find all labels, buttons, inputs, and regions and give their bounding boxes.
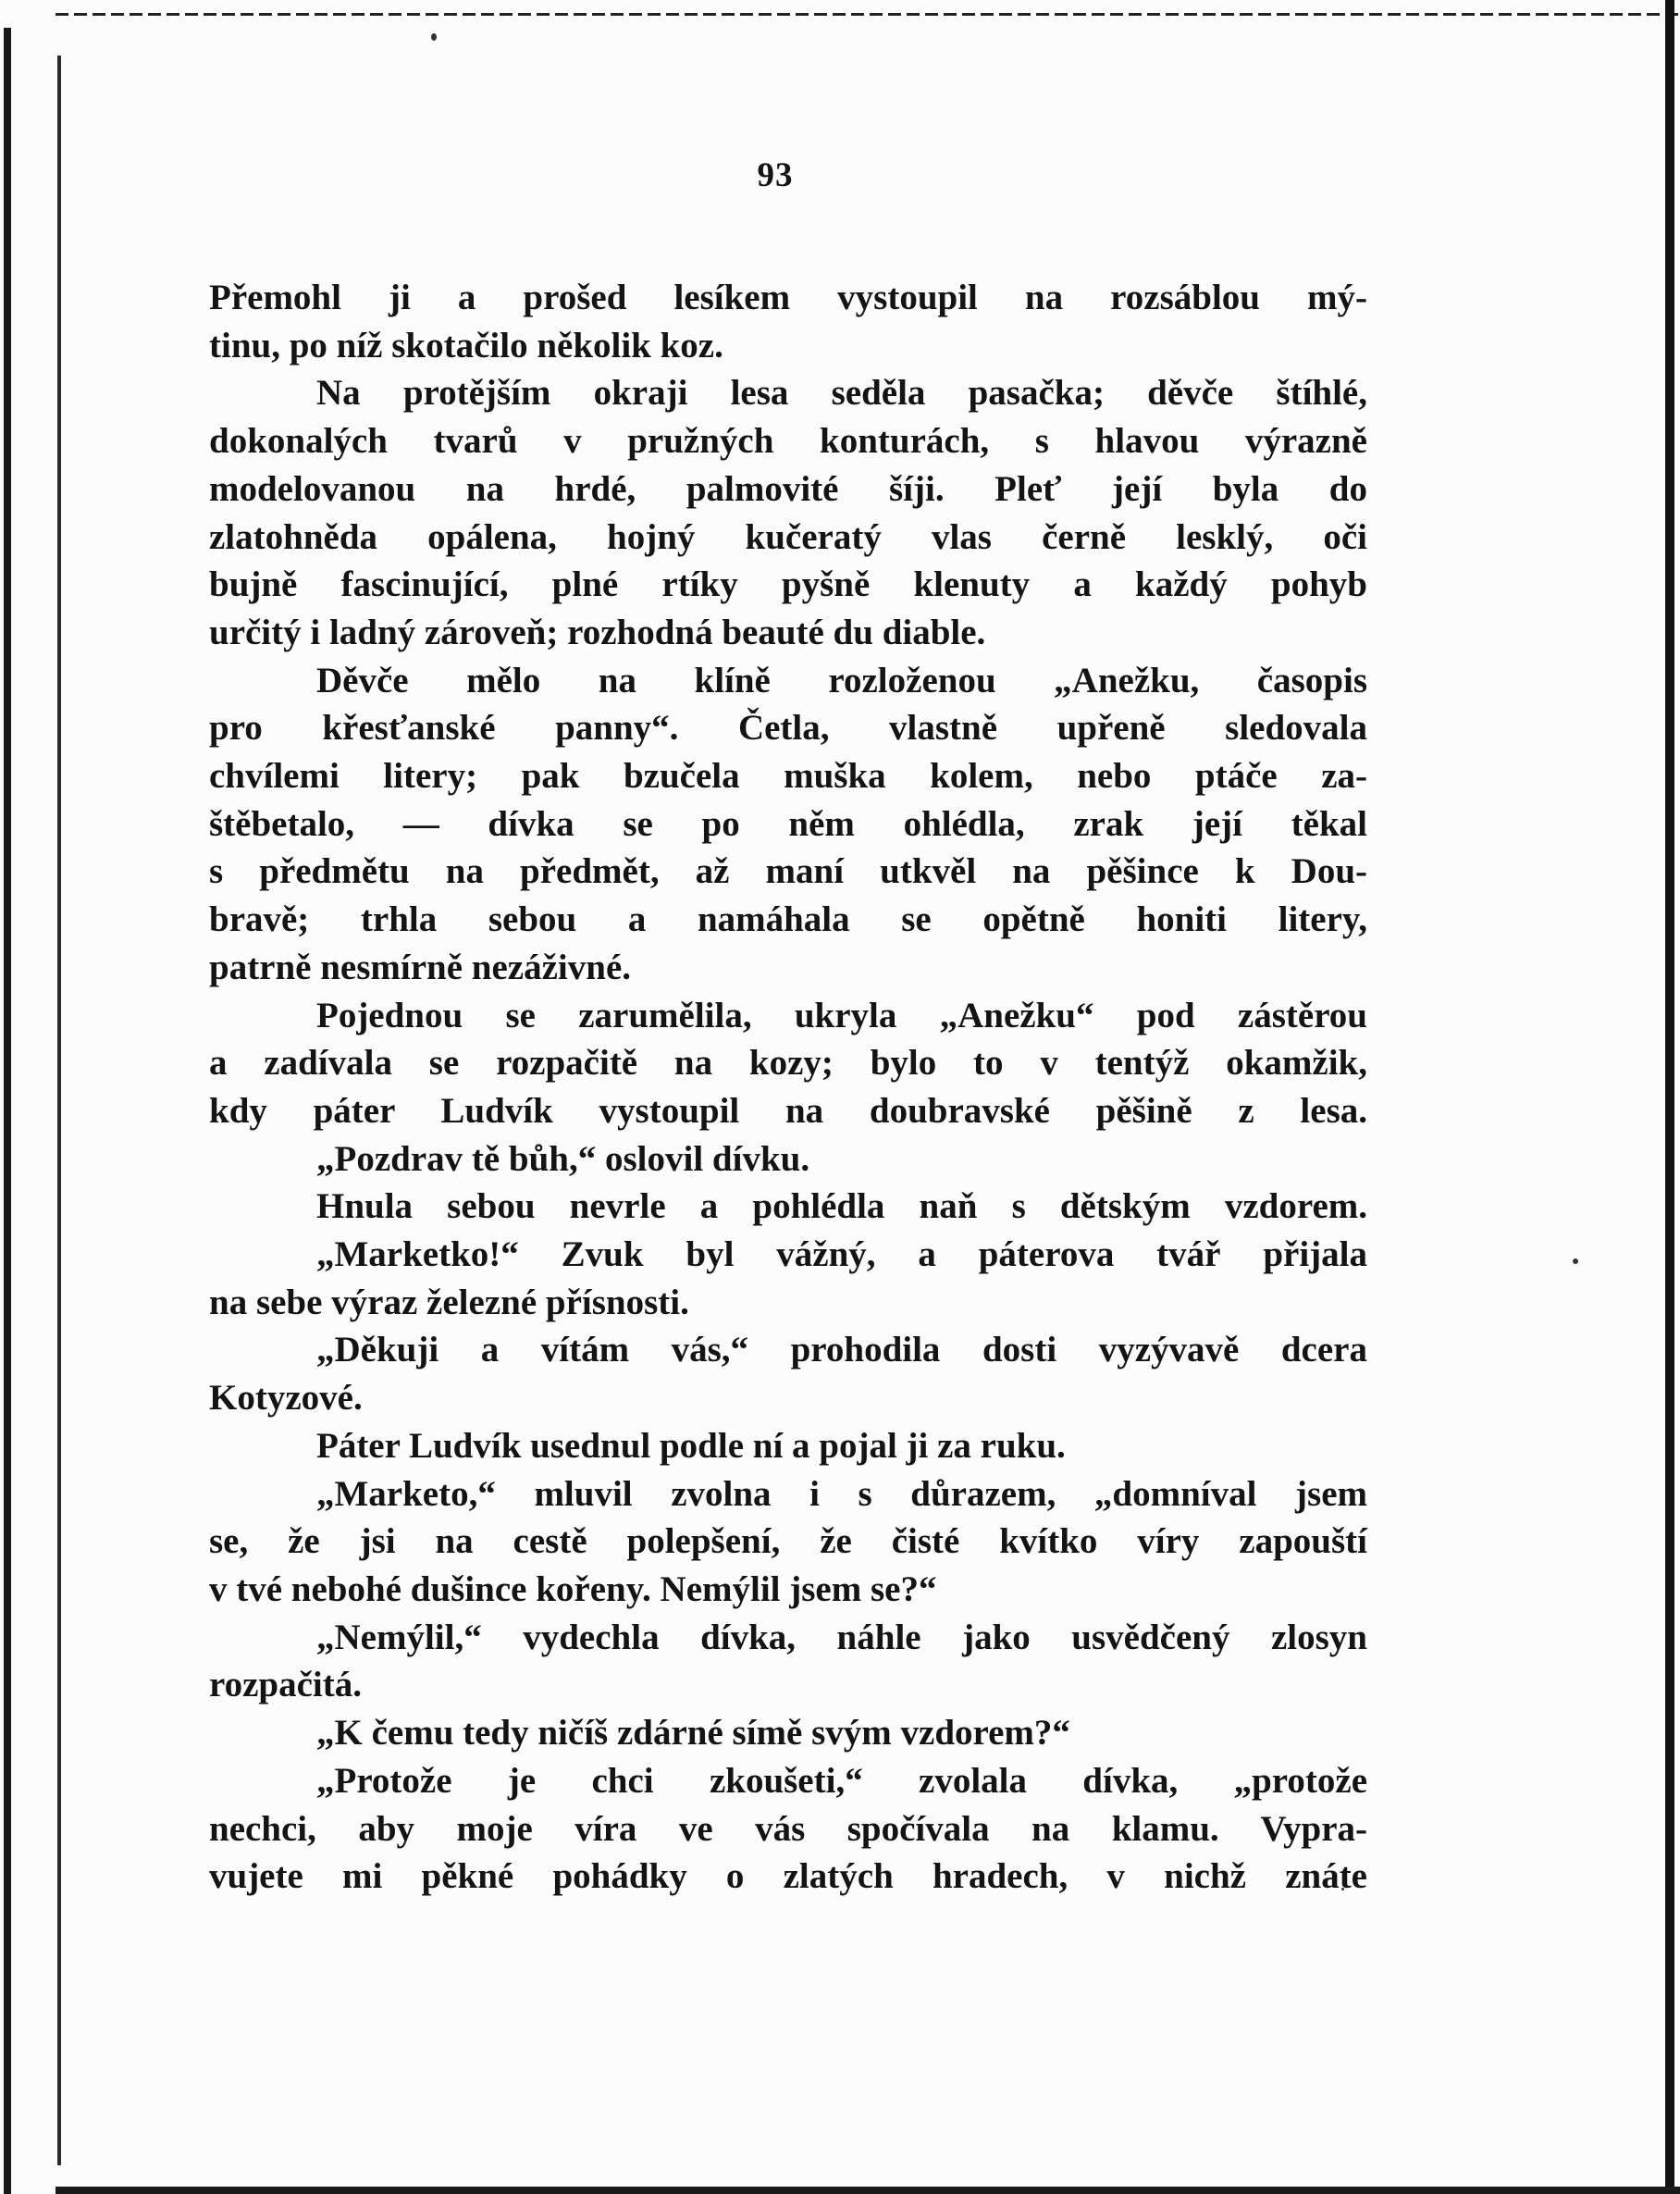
text-line: Přemohl ji a prošed lesíkem vystoupil na rozsáblou mý- [209, 278, 1367, 317]
text-line: modelovanou na hrdé, palmovité šíji. Pleť její byla do [209, 468, 1367, 509]
text-line: rozpačitá. [209, 1665, 362, 1705]
text-line: Pojednou se zarumělila, ukryla „Anežku“ pod zástěrou [316, 995, 1367, 1035]
text-line: Kotyzové. [209, 1378, 363, 1419]
body-text [209, 274, 1367, 1901]
text-line: „Nemýlil,“ vydechla dívka, náhle jako usvědčený zlosyn [316, 1617, 1367, 1657]
text-line: „K čemu tedy ničíš zdárné símě svým vzdorem?“ [316, 1713, 1070, 1754]
text-line: dokonalých tvarů v pružných konturách, s hlavou výrazně [209, 421, 1367, 462]
text-line: Na protějším okraji lesa seděla pasačka; děvče štíhlé, [316, 373, 1367, 414]
text-line: bravě; trhla sebou a namáhala se opětně honiti litery, [209, 899, 1367, 940]
page-top-edge [56, 13, 1680, 16]
text-line: Hnula sebou nevrle a pohlédla naň s dětským vzdorem. [316, 1186, 1367, 1227]
page-number: 93 [757, 156, 794, 194]
page-left-edge [4, 28, 11, 2194]
text-line: pro křesťanské panny“. Četla, vlastně upřeně sledovala [209, 708, 1367, 749]
text-line: v tvé nebohé dušince kořeny. Nemýlil jsem se?“ [209, 1568, 937, 1609]
page-bottom-edge [56, 2187, 1680, 2194]
text-line: kdy páter Ludvík vystoupil na doubravské pěšině z lesa. [209, 1090, 1367, 1131]
text-line: a zadívala se rozpačitě na kozy; bylo to v tentýž okamžik, [209, 1043, 1367, 1084]
text-line: určitý i ladný zároveň; rozhodná beauté du diable. [209, 612, 986, 652]
text-line: „Marketo,“ mluvil zvolna i s důrazem, „domníval jsem [316, 1473, 1367, 1514]
text-line: zlatohněda opálena, hojný kučeratý vlas černě lesklý, oči [209, 516, 1367, 557]
text-line: Páter Ludvík usednul podle ní a pojal ji za ruku. [316, 1425, 1066, 1466]
scan-speck [431, 33, 437, 41]
text-line: na sebe výraz železné přísnosti. [209, 1282, 689, 1322]
text-line: nechci, aby moje víra ve vás spočívala na klamu. Vypra- [209, 1808, 1367, 1849]
text-line: chvílemi litery; pak bzučela muška kolem, nebo ptáče za- [209, 756, 1367, 797]
page-gutter-line [57, 56, 61, 2165]
text-line: „Protože je chci zkoušeti,“ zvolala dívka, „protože [316, 1760, 1367, 1801]
text-line: tinu, po níž skotačilo několik koz. [209, 325, 723, 366]
text-line: „Pozdrav tě bůh,“ oslovil dívku. [316, 1138, 810, 1179]
text-line: patrně nesmírně nezáživné. [209, 947, 632, 987]
text-line: se, že jsi na cestě polepšení, že čisté kvítko víry zapouští [209, 1521, 1367, 1562]
text-line: bujně fascinující, plné rtíky pyšně klenuty a každý pohyb [209, 564, 1367, 605]
text-line: vujete mi pěkné pohádky o zlatých hradech, v nichž znáte [209, 1856, 1367, 1897]
text-line: štěbetalo, — dívka se po něm ohlédla, zrak její těkal [209, 803, 1367, 844]
text-line: „Děkuji a vítám vás,“ prohodila dosti vyzývavě dcera [316, 1330, 1367, 1370]
page-right-edge [1665, 0, 1674, 2194]
scan-speck [1573, 1258, 1578, 1264]
text-line: Děvče mělo na klíně rozloženou „Anežku, časopis [316, 660, 1367, 700]
text-line: „Marketko!“ Zvuk byl vážný, a páterova tvář přijala [316, 1234, 1367, 1275]
text-line: s předmětu na předmět, až maní utkvěl na pěšince k Dou- [209, 851, 1367, 892]
